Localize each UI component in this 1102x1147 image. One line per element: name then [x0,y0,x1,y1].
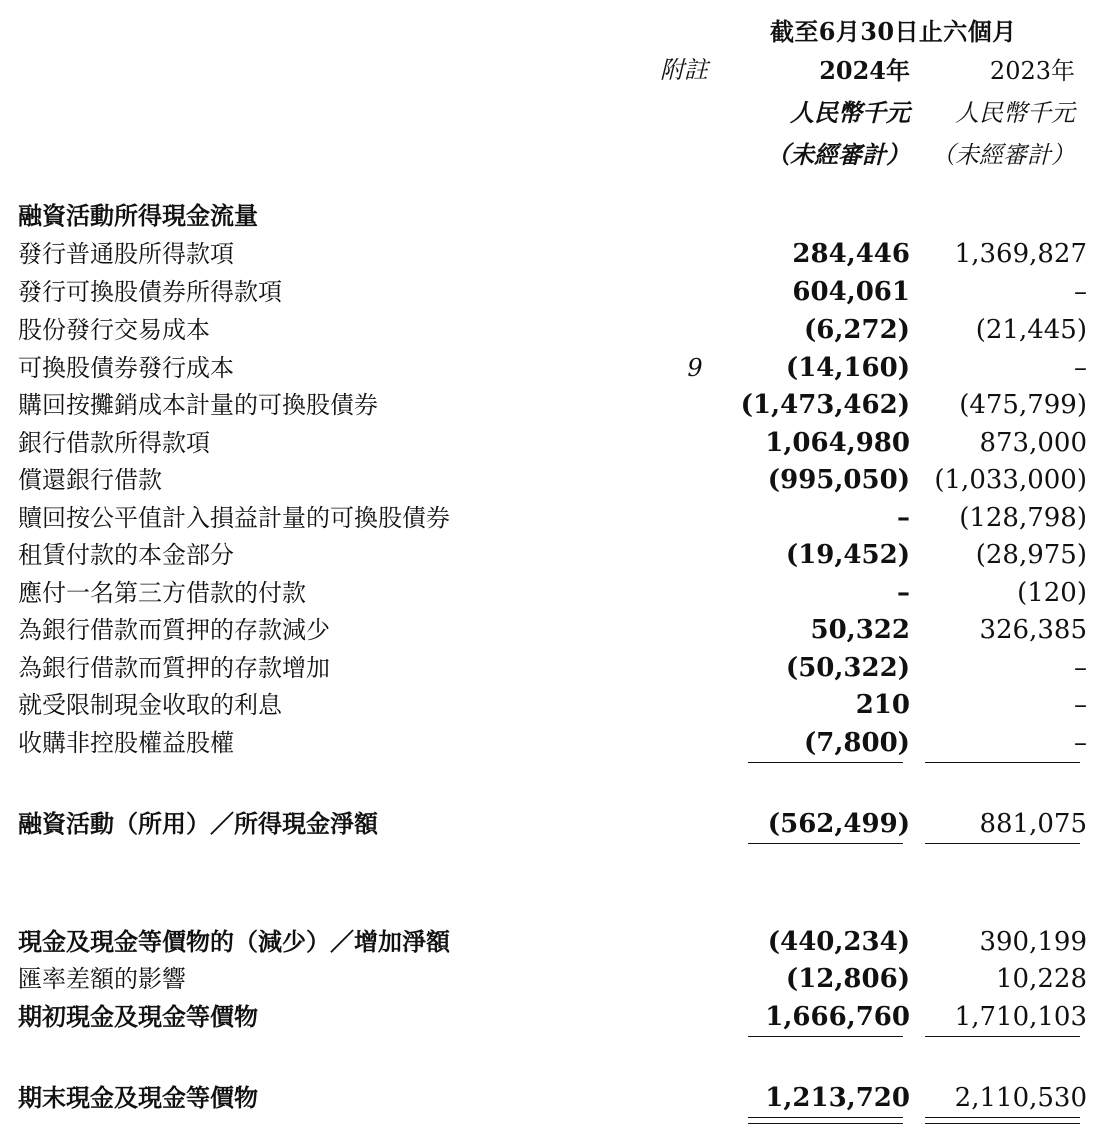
row-value-2023: 1,369,827 [954,239,1087,269]
row-value-2024: (6,272) [803,315,910,345]
summary-row [0,961,1102,997]
row-value-2023: – [1074,653,1087,683]
year-2023-label: 2023年 [989,57,1075,85]
summary-label: 現金及現金等價物的（減少）／增加淨額 [18,927,450,956]
table-row [0,612,1102,648]
row-value-2024: – [897,503,910,533]
currency-2023-label: 人民幣千元 [955,99,1075,127]
table-row [0,537,1102,573]
section-financing-title-row [0,198,1102,234]
closing-value-2023: 2,110,530 [954,1083,1087,1113]
currency-2024-label: 人民幣千元 [790,98,910,127]
section-title: 融資活動所得現金流量 [18,201,258,230]
row-label: 收購非控股權益股權 [18,729,234,757]
closing-label: 期末現金及現金等價物 [18,1083,258,1112]
table-row [0,462,1102,498]
closing-value-2024: 1,213,720 [765,1083,910,1113]
row-value-2024: (995,050) [767,465,910,495]
row-value-2023: (128,798) [959,503,1087,533]
row-value-2023: (21,445) [975,315,1087,345]
subtotal-rule-2024 [748,762,903,763]
closing-double-rule-top-2023 [925,1117,1080,1118]
table-row [0,725,1102,761]
table-row [0,650,1102,686]
table-row [0,274,1102,310]
row-label: 發行普通股所得款項 [18,240,234,268]
row-value-2024: (19,452) [785,540,910,570]
audit-status-2024-label: （未經審計） [766,140,910,169]
row-label: 銀行借款所得款項 [18,429,210,457]
table-row [0,350,1102,386]
row-label: 為銀行借款而質押的存款減少 [18,616,330,644]
row-label: 贖回按公平值計入損益計量的可換股債券 [18,504,450,532]
row-label: 就受限制現金收取的利息 [18,691,282,719]
summary-label: 匯率差額的影響 [18,965,186,993]
table-row [0,575,1102,611]
year-2024-label: 2024年 [819,56,910,85]
table-row [0,687,1102,723]
row-value-2023: – [1074,277,1087,307]
net-financing-rule-2024 [748,843,903,844]
row-label: 發行可換股債券所得款項 [18,278,282,306]
row-label: 為銀行借款而質押的存款增加 [18,654,330,682]
row-label: 股份發行交易成本 [18,316,210,344]
row-value-2024: 284,446 [792,239,910,269]
row-label: 償還銀行借款 [18,466,162,494]
opening-rule-2024 [748,1036,903,1037]
row-label: 租賃付款的本金部分 [18,541,234,569]
row-value-2024: 1,064,980 [765,428,910,458]
row-value-2024: – [897,578,910,608]
column-header-2024 [735,50,910,176]
table-row [0,312,1102,348]
row-value-2023: (28,975) [975,540,1087,570]
row-label: 購回按攤銷成本計量的可換股債券 [18,391,378,419]
closing-double-rule-bottom-2023 [925,1123,1080,1124]
summary-row [0,924,1102,960]
row-value-2023: (475,799) [959,390,1087,420]
column-header-2023 [915,50,1075,176]
row-value-2024: (14,160) [785,353,910,383]
row-label: 應付一名第三方借款的付款 [18,579,306,607]
net-financing-value-2024: (562,499) [767,809,910,839]
summary-label: 期初現金及現金等價物 [18,1002,258,1031]
row-value-2023: 326,385 [979,615,1087,645]
row-value-2024: (7,800) [803,728,910,758]
summary-value-2023: 1,710,103 [954,1002,1087,1032]
table-row [0,425,1102,461]
net-financing-label: 融資活動（所用）／所得現金淨額 [18,809,378,838]
row-value-2023: – [1074,690,1087,720]
net-financing-row [0,806,1102,842]
row-value-2024: 50,322 [810,615,910,645]
summary-value-2024: (12,806) [785,964,910,994]
net-financing-rule-2023 [925,843,1080,844]
audit-status-2023-label: （未經審計） [931,141,1075,169]
closing-double-rule-top-2024 [748,1117,903,1118]
row-value-2024: 604,061 [792,277,910,307]
row-label: 可換股債券發行成本 [18,354,234,382]
summary-row [0,999,1102,1035]
row-value-2023: (1,033,000) [934,465,1087,495]
row-value-2023: – [1074,353,1087,383]
summary-value-2023: 10,228 [996,964,1087,994]
table-row [0,500,1102,536]
row-value-2023: (120) [1017,578,1087,608]
row-value-2023: – [1074,728,1087,758]
closing-row [0,1080,1102,1116]
note-column-header: 附註 [660,56,708,84]
opening-rule-2023 [925,1036,1080,1037]
row-value-2024: (1,473,462) [740,390,910,420]
row-note: 9 [687,354,703,382]
period-header: 截至6月30日止六個月 [770,17,1017,46]
table-row [0,236,1102,272]
closing-double-rule-bottom-2024 [748,1123,903,1124]
row-value-2023: 873,000 [979,428,1087,458]
summary-value-2024: 1,666,760 [765,1002,910,1032]
row-value-2024: 210 [855,690,910,720]
row-value-2024: (50,322) [785,653,910,683]
summary-value-2024: (440,234) [767,927,910,957]
summary-value-2023: 390,199 [979,927,1087,957]
table-row [0,387,1102,423]
net-financing-value-2023: 881,075 [979,809,1087,839]
subtotal-rule-2023 [925,762,1080,763]
